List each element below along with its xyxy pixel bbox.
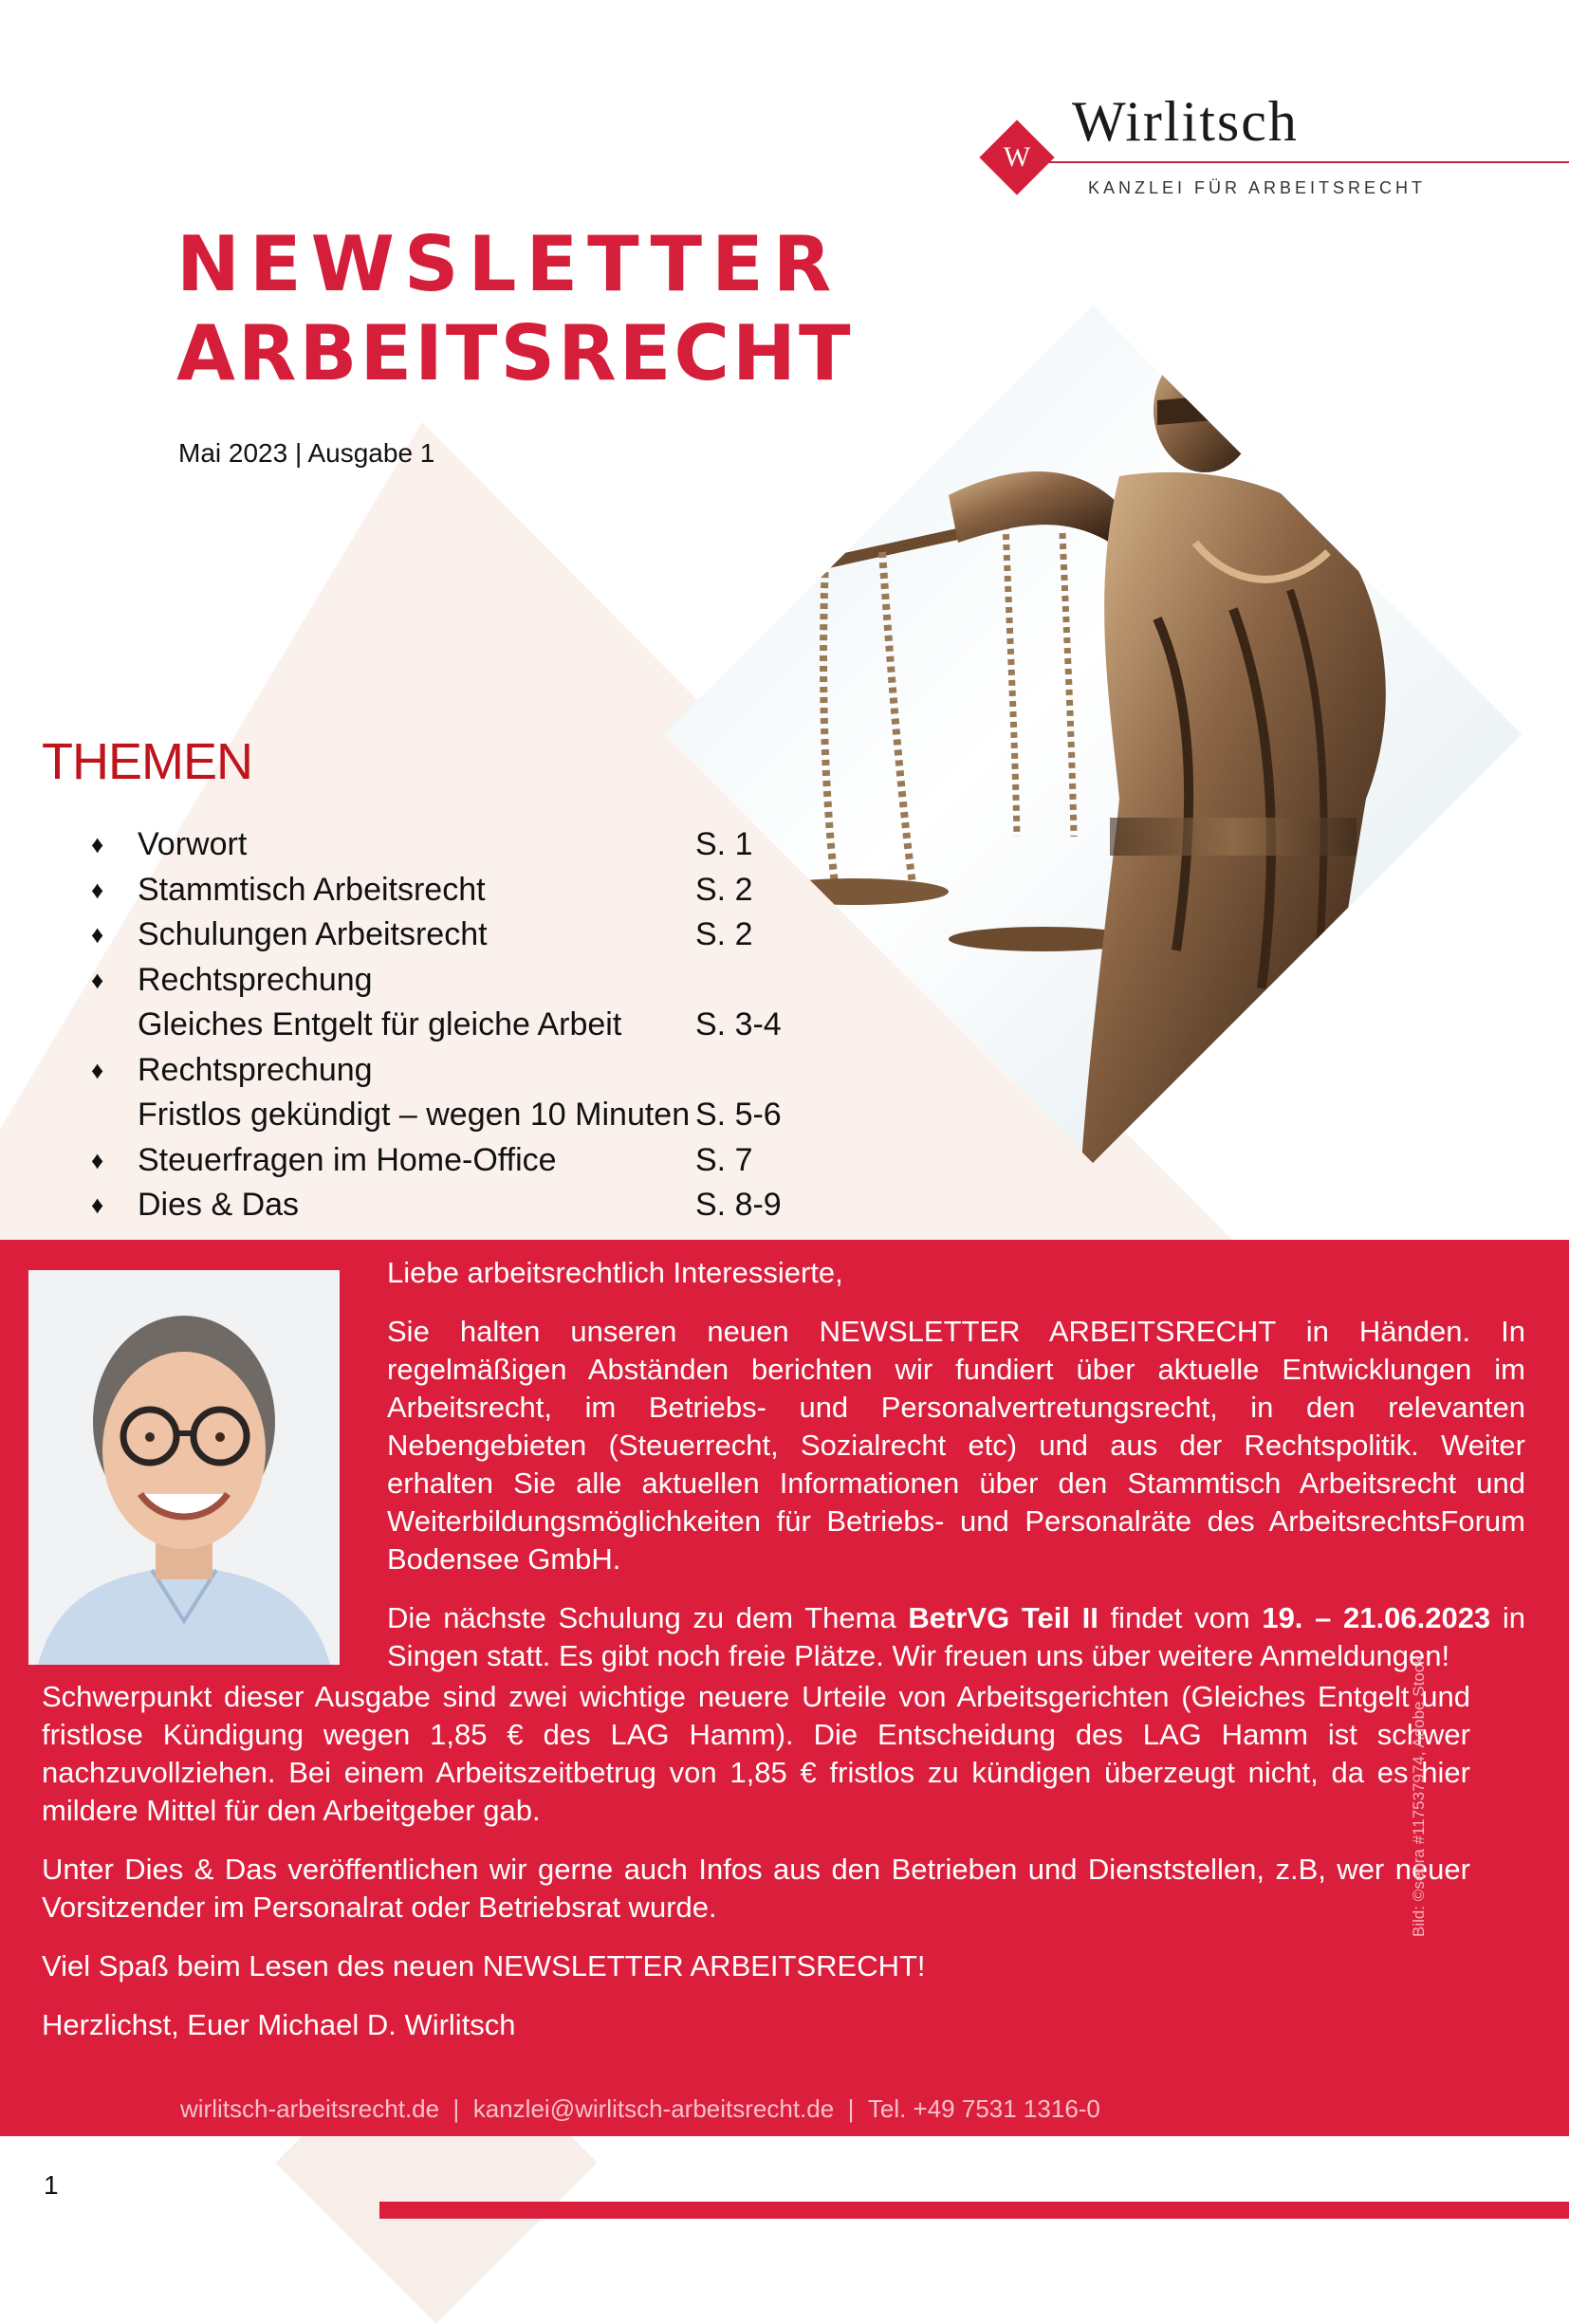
toc-item-subtitle: Gleiches Entgelt für gleiche Arbeit (138, 1006, 622, 1042)
toc-item-page: S. 3-4 (695, 1006, 782, 1042)
toc-item-page: S. 5-6 (695, 1097, 782, 1133)
diamond-bullet-icon: ♦ (91, 875, 104, 904)
letter-signature: Herzlichst, Euer Michael D. Wirlitsch (42, 2008, 516, 2041)
toc-item-page: S. 8-9 (695, 1187, 782, 1223)
contact-separator: | (452, 2094, 460, 2123)
page-number: 1 (44, 2170, 59, 2200)
toc-item-label: Vorwort (138, 826, 248, 862)
toc-item-label: Steuerfragen im Home-Office (138, 1141, 557, 1178)
toc-item (91, 1183, 812, 1228)
seminar-topic: BetrVG Teil II (908, 1601, 1098, 1634)
letter-paragraph-4: Unter Dies & Das veröffentlichen wir gerne auch Infos aus den Betrieben und Dienststellen, z.B, wer neuer Vorsitzender im Personalrat oder Betriebsrat wurde. (42, 1853, 1470, 1924)
toc-item-page: S. 2 (695, 871, 753, 908)
letter-greeting: Liebe arbeitsrechtlich Interessierte, (387, 1256, 843, 1289)
letter-body (42, 1678, 1470, 2065)
logo-tagline: KANZLEI FÜR ARBEITSRECHT (1088, 178, 1427, 197)
toc-item-page: S. 7 (695, 1141, 753, 1178)
logo-mark-letter: W (1003, 141, 1031, 173)
author-portrait-photo (28, 1270, 340, 1665)
diamond-bullet-icon: ♦ (91, 1055, 104, 1084)
toc-item-label: Schulungen Arbeitsrecht (138, 916, 488, 952)
email-link[interactable]: kanzlei@wirlitsch-arbeitsrecht.de (472, 2094, 835, 2123)
letter-paragraph-3: Schwerpunkt dieser Ausgabe sind zwei wichtige neuere Urteile von Arbeitsgerichten (Gleiches Entgelt und fristlose Kündigung wegen 1,85 € des LAG Hamm). Die Entscheidung des LAG Hamm ist schwer nachzuvollziehen. Bei einem Arbeitszeitbetrug von 1,85 € fristlos zu kündigen überzeugt nicht, da es hier mildere Mittel für den Arbeitgeber gab. (42, 1680, 1470, 1827)
seminar-date: 19. – 21.06.2023 (1262, 1601, 1491, 1634)
toc-item-label: Dies & Das (138, 1187, 300, 1223)
diamond-bullet-icon: ♦ (91, 1190, 104, 1219)
toc-item-continuation (91, 1093, 812, 1138)
letter-paragraph-5: Viel Spaß beim Lesen des neuen NEWSLETTER ARBEITSRECHT! (42, 1949, 926, 1983)
toc-item-page: S. 2 (695, 916, 753, 952)
contact-line (180, 2094, 1100, 2124)
logo-rule (1038, 161, 1569, 163)
contact-separator: | (847, 2094, 855, 2123)
diamond-bullet-icon: ♦ (91, 965, 104, 994)
toc-item-subtitle: Fristlos gekündigt – wegen 10 Minuten (138, 1097, 691, 1133)
toc-item (91, 913, 812, 958)
toc-item (91, 1048, 812, 1094)
letter-paragraph-1: Sie halten unseren neuen NEWSLETTER ARBEITSRECHT in Händen. In regelmäßigen Abständen berichten wir fundiert über aktuelle Entwicklungen im Arbeitsrecht, im Betriebs- und Personalvertretungsrecht, in den relevanten Nebengebieten (Steuerrecht, Sozialrecht etc) und aus der Rechtspolitik. Weiter erhalten Sie alle aktuellen Informationen über den Stammtisch Arbeitsrecht und Weiterbildungsmöglichkeiten für Betriebs- und Personalräte des ArbeitsrechtsForum Bodensee GmbH. (387, 1315, 1525, 1576)
title-line-1: NEWSLETTER (176, 220, 841, 308)
toc-item (91, 958, 812, 1004)
toc-item (91, 868, 812, 913)
footer-bar (379, 2202, 1569, 2219)
letter-paragraph-2-part1: Die nächste Schulung zu dem Thema (387, 1601, 909, 1634)
phone-number: Tel. +49 7531 1316-0 (867, 2094, 1100, 2123)
toc-item (91, 822, 812, 868)
letter-intro (387, 1254, 1525, 1696)
diamond-bullet-icon: ♦ (91, 1145, 104, 1174)
toc-item-page: S. 1 (695, 826, 753, 862)
photo-credit: Bild: ©sebra #117537974, Adobe Stock (1410, 1656, 1428, 1937)
themen-heading: THEMEN (42, 733, 252, 790)
letter-paragraph-2-part3: in Singen statt. Es gibt noch freie Plätze. Wir freuen uns über weitere Anmeldungen! (387, 1601, 1525, 1672)
issue-info: Mai 2023 | Ausgabe 1 (178, 438, 435, 468)
diamond-bullet-icon: ♦ (91, 920, 104, 949)
diamond-bullet-icon: ♦ (91, 830, 104, 858)
toc-item-continuation (91, 1003, 812, 1048)
logo-wordmark: Wirlitsch (1072, 90, 1299, 153)
website-link[interactable]: wirlitsch-arbeitsrecht.de (180, 2094, 440, 2123)
letter-paragraph-2 (387, 1599, 1525, 1675)
toc-item (91, 1138, 812, 1184)
toc-item-label: Rechtsprechung (138, 1051, 373, 1088)
toc-item-label: Rechtsprechung (138, 961, 373, 998)
title-line-2: ARBEITSRECHT (176, 309, 854, 397)
toc-item-label: Stammtisch Arbeitsrecht (138, 871, 486, 908)
letter-paragraph-2-part2: findet vom (1098, 1601, 1263, 1634)
table-of-contents (91, 822, 812, 1228)
